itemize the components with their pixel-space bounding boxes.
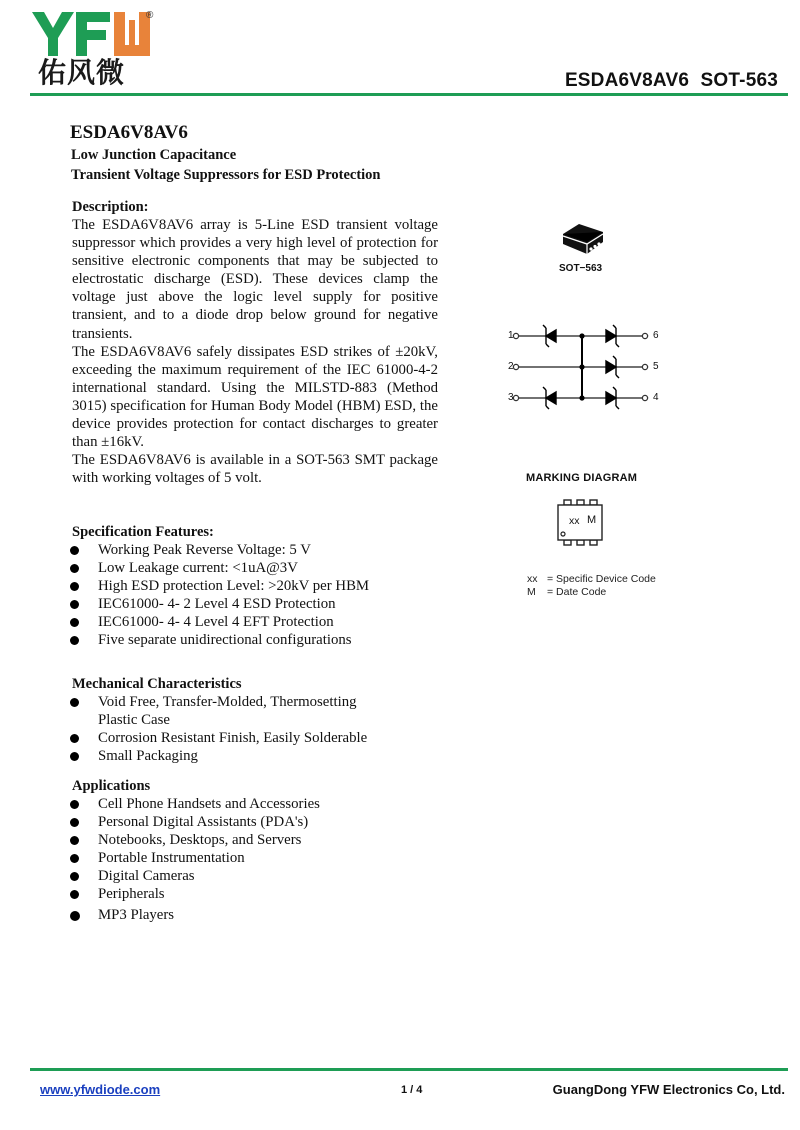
legend-device-code: xx = Specific Device Code (527, 573, 656, 585)
company-name: GuangDong YFW Electronics Co, Ltd. (552, 1082, 785, 1097)
header-divider (30, 93, 788, 96)
bullet-icon (70, 836, 79, 845)
registered-mark: ® (146, 10, 154, 21)
bullet-icon (70, 818, 79, 827)
list-item: IEC61000- 4- 4 Level 4 EFT Protection (70, 613, 470, 631)
pin-6-label: 6 (653, 330, 659, 341)
pin-5-label: 5 (653, 361, 659, 372)
description-paragraph-3: The ESDA6V8AV6 is available in a SOT-563 SMT package with working voltages of 5 volt. (72, 452, 438, 487)
applications-list (70, 795, 470, 924)
bullet-icon (70, 911, 80, 921)
list-item: Working Peak Reverse Voltage: 5 V (70, 541, 470, 559)
pin-1-label: 1 (508, 330, 514, 341)
sot563-package-icon (561, 222, 605, 256)
list-item: MP3 Players (70, 906, 470, 924)
bullet-icon (70, 752, 79, 761)
bullet-icon (70, 564, 79, 573)
legend-date-code: M = Date Code (527, 586, 607, 598)
list-item: Corrosion Resistant Finish, Easily Solderable (70, 729, 390, 747)
bullet-icon (70, 546, 79, 555)
spec-features-heading: Specification Features: (72, 524, 214, 540)
list-item: High ESD protection Level: >20kV per HBM (70, 577, 470, 595)
pin-2-label: 2 (508, 361, 514, 372)
bullet-icon (70, 890, 79, 899)
sot563-package-image (561, 222, 605, 261)
bullet-icon (70, 872, 79, 881)
bullet-icon (70, 734, 79, 743)
spec-features-list (70, 541, 470, 650)
list-item: IEC61000- 4- 2 Level 4 ESD Protection (70, 595, 470, 613)
bullet-icon (70, 600, 79, 609)
bullet-icon (70, 698, 79, 707)
list-item: Cell Phone Handsets and Accessories (70, 795, 470, 813)
mechanical-heading: Mechanical Characteristics (72, 676, 242, 692)
list-item: Peripherals (70, 885, 470, 903)
list-item: Void Free, Transfer-Molded, Thermosetting Plastic Case (70, 693, 390, 729)
part-number-title: ESDA6V8AV6 (70, 122, 188, 143)
description-paragraph-2: The ESDA6V8AV6 safely dissipates ESD strikes of ±20kV, exceeding the maximum requirement of the IEC 61000-4-2 international standard. Using the MILSTD-883 (Method 3015) specification for Human Body Model (HBM) ESD, the device provides protection for contact discharges to greater than ±16kV. (72, 343, 438, 451)
pin-3-label: 3 (508, 392, 514, 403)
bullet-icon (70, 636, 79, 645)
tvs-diode-schematic-icon (500, 322, 670, 412)
marking-diagram-title: MARKING DIAGRAM (526, 472, 638, 484)
list-item: Notebooks, Desktops, and Servers (70, 831, 470, 849)
list-item: Digital Cameras (70, 867, 470, 885)
description-body (72, 216, 438, 487)
bullet-icon (70, 800, 79, 809)
list-item: Low Leakage current: <1uA@3V (70, 559, 470, 577)
subtitle-line-2: Transient Voltage Suppressors for ESD Protection (71, 167, 381, 183)
subtitle-line-1: Low Junction Capacitance (71, 147, 237, 163)
chip-device-code: xx (569, 515, 580, 527)
list-item: Small Packaging (70, 747, 390, 765)
chip-date-code: M (587, 514, 597, 526)
description-paragraph-1: The ESDA6V8AV6 array is 5-Line ESD transient voltage suppressor which provides a very high level of protection for sensitive electronic components that may be subjected to electrostatic discharge (ESD). These devices clamp the voltage just above the logic level supply for positive transient, and to a diode drop below ground for negative transients. (72, 217, 438, 342)
pin-4-label: 4 (653, 392, 659, 403)
package-label: SOT−563 (559, 263, 603, 274)
list-item: Five separate unidirectional configurations (70, 631, 470, 649)
bullet-icon (70, 618, 79, 627)
pinout-schematic (500, 322, 670, 417)
description-heading: Description: (72, 199, 149, 215)
yfw-logo (32, 8, 152, 60)
bullet-icon (70, 854, 79, 863)
logo-chinese-name: 佑风微 (38, 57, 126, 88)
chip-outline-icon (556, 499, 606, 547)
mechanical-list (70, 693, 390, 765)
applications-heading: Applications (72, 778, 151, 794)
list-item: Personal Digital Assistants (PDA's) (70, 813, 470, 831)
footer-divider (30, 1068, 788, 1071)
list-item: Portable Instrumentation (70, 849, 470, 867)
header-title: ESDA6V8AV6 SOT-563 (564, 70, 778, 91)
page-number: 1 / 4 (401, 1084, 423, 1096)
yfw-logo-mark-icon (32, 8, 152, 60)
website-link[interactable]: www.yfwdiode.com (40, 1082, 161, 1097)
marking-chip (556, 499, 606, 547)
bullet-icon (70, 582, 79, 591)
